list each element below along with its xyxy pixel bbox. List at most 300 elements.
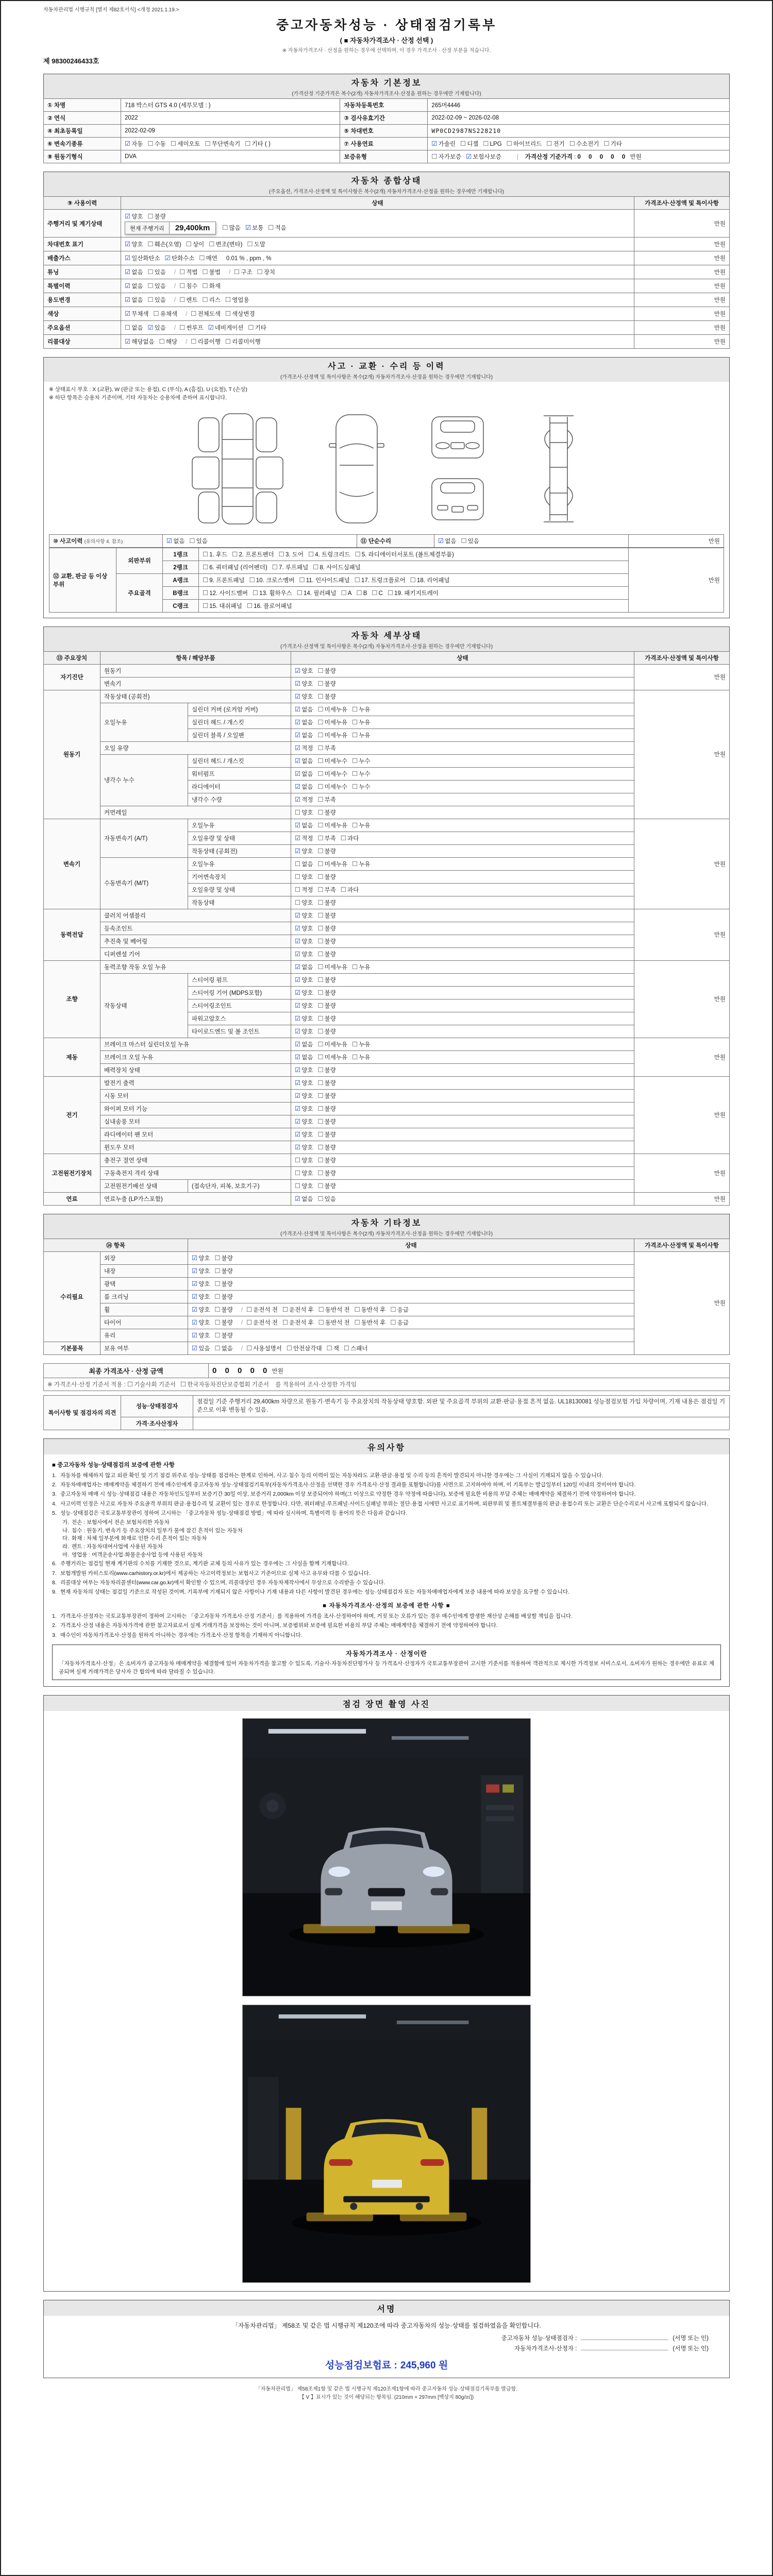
checkbox-checked[interactable] [125, 141, 143, 147]
checkbox-checked[interactable] [295, 977, 313, 984]
checkbox-label: 전체도색 [197, 311, 221, 317]
checkbox-checked[interactable] [208, 325, 244, 331]
checkbox-unchecked[interactable] [179, 297, 197, 303]
checkbox-checked[interactable] [295, 1145, 313, 1151]
checkbox-unchecked[interactable] [352, 720, 370, 726]
checkbox-unchecked[interactable] [295, 861, 313, 868]
checkbox-unchecked[interactable] [410, 578, 450, 584]
checkbox-icon: ☐ [410, 576, 416, 584]
checkbox-unchecked[interactable] [203, 283, 221, 290]
checkbox-label: 부족 [324, 887, 336, 893]
checkbox-checked[interactable] [125, 283, 143, 290]
checkbox-checked[interactable] [295, 1016, 313, 1022]
checkbox-checked[interactable] [295, 1080, 313, 1087]
checkbox-label: 불량 [221, 1307, 233, 1313]
checkbox-icon: ☑ [295, 1143, 301, 1151]
checkbox-unchecked[interactable] [318, 1320, 350, 1326]
checkbox-icon: ☐ [317, 950, 324, 958]
checkbox-unchecked[interactable] [317, 1145, 335, 1151]
checkbox-icon: ☐ [317, 1079, 324, 1087]
signature-statement: 「자동차관리법」 제58조 및 같은 법 시행규칙 제120조에 따라 중고자동차의 성능·상태를 점검하였음을 확인합니다. [232, 2322, 541, 2330]
checkbox-unchecked[interactable] [295, 874, 313, 880]
checkbox-unchecked[interactable] [317, 836, 335, 842]
checkbox-checked[interactable] [295, 1132, 313, 1138]
checkbox-label: 부족 [324, 796, 336, 803]
checkbox-checked[interactable] [125, 297, 143, 303]
checkbox-label: 양호 [301, 809, 313, 816]
checkbox-unchecked[interactable] [247, 242, 265, 248]
checkbox-icon: ☐ [340, 886, 347, 893]
detail-row [44, 947, 730, 960]
checkbox-icon: ☑ [295, 1027, 301, 1035]
checkbox-checked[interactable] [295, 1055, 313, 1061]
checkbox-unchecked[interactable] [295, 887, 313, 893]
checkbox-icon: ☐ [252, 589, 259, 597]
checkbox-checked[interactable] [466, 154, 501, 160]
item-label: 발전기 출력 [100, 1076, 291, 1089]
checkbox-unchecked[interactable] [317, 797, 335, 803]
checkbox-unchecked[interactable] [317, 1183, 335, 1190]
checkbox-checked[interactable] [295, 1196, 313, 1202]
checkbox-unchecked[interactable] [317, 694, 335, 700]
detail-condition-table [43, 651, 730, 1206]
checkbox-unchecked[interactable] [431, 154, 461, 160]
item-label: 실내송풍 모터 [100, 1115, 291, 1128]
checkbox-unchecked[interactable] [317, 939, 335, 945]
checkbox-unchecked[interactable] [171, 141, 200, 147]
checkbox-checked[interactable] [295, 1003, 313, 1009]
checkbox-icon: ☑ [125, 310, 131, 317]
checkbox-icon: ☐ [317, 770, 324, 777]
checkbox-unchecked[interactable] [317, 771, 347, 777]
checkbox-unchecked[interactable] [245, 141, 271, 147]
checkbox-unchecked[interactable] [317, 758, 347, 765]
checkbox-checked[interactable] [295, 939, 313, 945]
checkbox-unchecked[interactable] [391, 1307, 409, 1313]
checkbox-unchecked[interactable] [317, 1196, 335, 1202]
checkbox-unchecked[interactable] [272, 565, 308, 571]
checkbox-label: 10. 크로스멤버 [256, 577, 295, 584]
checkbox-checked[interactable] [192, 1256, 210, 1262]
checkbox-unchecked[interactable] [225, 311, 255, 317]
checkbox-label: 불량 [324, 848, 336, 855]
checkbox-checked[interactable] [295, 771, 313, 777]
checkbox-unchecked[interactable] [317, 681, 335, 687]
checkbox-icon: ☑ [295, 911, 301, 919]
checkbox-unchecked[interactable] [355, 1307, 386, 1313]
insurance-premium-value: 245,960 원 [400, 2360, 448, 2371]
checkbox-unchecked[interactable] [388, 590, 439, 597]
checkbox-unchecked[interactable] [341, 590, 352, 597]
checkbox-unchecked[interactable] [279, 552, 304, 558]
checkbox-unchecked[interactable] [341, 836, 359, 842]
subitem-label: 스티어링 펌프 [188, 973, 291, 986]
checkbox-unchecked[interactable] [253, 590, 292, 597]
checkbox-checked[interactable] [125, 242, 143, 248]
checkbox-unchecked[interactable] [299, 578, 350, 584]
checkbox-unchecked[interactable] [203, 565, 267, 571]
checkbox-unchecked[interactable] [125, 325, 143, 331]
checkbox-icon: ☑ [295, 1195, 301, 1202]
overall-row [44, 307, 730, 321]
checkbox-checked[interactable] [245, 225, 263, 231]
checkbox-unchecked[interactable] [179, 325, 204, 331]
checkbox-icon: ☐ [189, 537, 195, 545]
checkbox-icon: ☐ [317, 1040, 324, 1048]
checkbox-unchecked[interactable] [246, 1307, 278, 1313]
checkbox-unchecked[interactable] [214, 1294, 232, 1300]
checkbox-icon: ☐ [203, 550, 209, 558]
notice-text: 보험개발원 카히스토리(www.carhistory.or.kr)에서 제공하는 사고이력정보는 보험사고 기준이므로 실제 사고 유무와 다를 수 있습니다. [60, 1570, 371, 1577]
checkbox-checked[interactable] [295, 720, 313, 726]
checkbox-unchecked[interactable] [189, 538, 207, 545]
checkbox-unchecked[interactable] [295, 1171, 313, 1177]
checkbox-checked[interactable] [295, 964, 313, 971]
checkbox-unchecked[interactable] [355, 578, 406, 584]
checkbox-checked[interactable] [165, 256, 195, 262]
checkbox-unchecked[interactable] [186, 242, 204, 248]
checkbox-checked[interactable] [125, 256, 160, 262]
checkbox-unchecked[interactable] [203, 578, 245, 584]
checkbox-unchecked[interactable] [460, 141, 478, 147]
checkbox-unchecked[interactable] [154, 311, 178, 317]
col-item: ⑭ 항목 [44, 1239, 188, 1251]
checkbox-unchecked[interactable] [214, 1333, 232, 1339]
checkbox-label: 양호 [301, 1093, 313, 1099]
group-separator: / [186, 339, 188, 345]
checkbox-unchecked[interactable] [317, 745, 335, 752]
subitem-label: 오일누유 [188, 819, 291, 832]
checkbox-unchecked[interactable] [352, 1055, 370, 1061]
checkbox-checked[interactable] [295, 797, 313, 803]
checkbox-unchecked[interactable] [295, 1183, 313, 1190]
checkbox-unchecked[interactable] [317, 810, 335, 816]
checkbox-unchecked[interactable] [352, 784, 370, 790]
checkbox-unchecked[interactable] [318, 1307, 350, 1313]
checkbox-checked[interactable] [295, 745, 313, 752]
checkbox-unchecked[interactable] [246, 1320, 278, 1326]
checkbox-unchecked[interactable] [317, 964, 347, 971]
checkbox-checked[interactable] [147, 325, 165, 331]
checkbox-unchecked[interactable] [352, 861, 370, 868]
checkbox-unchecked[interactable] [317, 861, 347, 868]
checkbox-icon: ☐ [317, 924, 324, 932]
item-label: 자동변속기 (A/T) [100, 819, 188, 857]
checkbox-unchecked[interactable] [317, 823, 347, 829]
checkbox-unchecked[interactable] [191, 339, 221, 345]
row-state [291, 935, 634, 947]
checkbox-unchecked[interactable] [147, 141, 165, 147]
notice-item [52, 1481, 721, 1489]
subitem-label: 파워고압호스 [188, 1012, 291, 1025]
checkbox-unchecked[interactable] [507, 141, 542, 147]
checkbox-unchecked[interactable] [199, 256, 217, 262]
checkbox-checked[interactable] [125, 339, 155, 345]
checkbox-unchecked[interactable] [317, 1029, 335, 1035]
checkbox-unchecked[interactable] [604, 141, 622, 147]
checkbox-unchecked[interactable] [282, 1307, 314, 1313]
checkbox-unchecked[interactable] [483, 141, 501, 147]
checkbox-icon: ☐ [308, 550, 314, 558]
checkbox-icon: ☐ [317, 1156, 324, 1164]
checkbox-unchecked[interactable] [317, 720, 347, 726]
row-state [121, 335, 634, 349]
checkbox-label: 불량 [324, 1080, 336, 1087]
checkbox-unchecked[interactable] [268, 225, 286, 231]
checkbox-unchecked[interactable] [180, 1382, 269, 1388]
checkbox-unchecked[interactable] [225, 297, 249, 303]
detail-row [44, 1038, 730, 1050]
checkbox-unchecked[interactable] [317, 1119, 335, 1125]
checkbox-unchecked[interactable] [317, 1055, 347, 1061]
checkbox-unchecked[interactable] [214, 1281, 232, 1287]
checkbox-unchecked[interactable] [352, 707, 370, 713]
checkbox-unchecked[interactable] [214, 1307, 232, 1313]
checkbox-unchecked[interactable] [147, 297, 165, 303]
checkbox-unchecked[interactable] [249, 578, 295, 584]
notice-body [43, 1454, 730, 1687]
checkbox-checked[interactable] [295, 1119, 313, 1125]
checkbox-unchecked[interactable] [246, 1346, 282, 1352]
checkbox-icon: ☐ [546, 140, 552, 147]
checkbox-checked[interactable] [166, 538, 184, 545]
row-state [291, 1038, 634, 1050]
item-label: 냉각수 누수 [100, 754, 188, 806]
detail-row [44, 935, 730, 947]
row-state [188, 1303, 634, 1316]
checkbox-unchecked[interactable] [372, 590, 383, 597]
checkbox-unchecked[interactable] [317, 1003, 335, 1009]
checkbox-unchecked[interactable] [222, 225, 240, 231]
checkbox-unchecked[interactable] [147, 269, 165, 276]
checkbox-unchecked[interactable] [225, 339, 261, 345]
checkbox-unchecked[interactable] [214, 1320, 232, 1326]
checkbox-checked[interactable] [438, 538, 456, 545]
checkbox-label: 19. 패키지트레이 [394, 590, 439, 597]
checkbox-checked[interactable] [125, 214, 143, 220]
notice-subnumber: 마. [62, 1551, 70, 1558]
checkbox-label: 한국자동차진단보증협회 기준서 [187, 1381, 269, 1388]
checkbox-unchecked[interactable] [214, 1268, 232, 1275]
checkbox-checked[interactable] [295, 1106, 313, 1112]
checkbox-unchecked[interactable] [147, 242, 181, 248]
item-label: 외장 [100, 1251, 188, 1264]
checkbox-unchecked[interactable] [391, 1320, 409, 1326]
checkbox-unchecked[interactable] [317, 1158, 335, 1164]
checkbox-unchecked[interactable] [352, 771, 370, 777]
checkbox-label: 운전석 전 [253, 1307, 278, 1313]
checkbox-checked[interactable] [295, 823, 313, 829]
checkbox-checked[interactable] [192, 1281, 210, 1287]
checkbox-checked[interactable] [295, 733, 313, 739]
checkbox-unchecked[interactable] [569, 141, 599, 147]
checkbox-label: 양호 [301, 1028, 313, 1035]
checkbox-icon: ☐ [202, 296, 208, 303]
checkbox-unchecked[interactable] [295, 900, 313, 906]
checkbox-checked[interactable] [295, 952, 313, 958]
checkbox-unchecked[interactable] [147, 214, 165, 220]
price-cell: 만원 [634, 307, 730, 321]
detail-row [44, 1179, 730, 1192]
checkbox-unchecked[interactable] [317, 952, 335, 958]
checkbox-checked[interactable] [192, 1333, 210, 1339]
checkbox-checked[interactable] [295, 1029, 313, 1035]
checkbox-label: 불량 [324, 1157, 336, 1164]
checkbox-icon: ☐ [286, 1344, 293, 1352]
price-appraisal-select[interactable]: ( ■ 자동차가격조사 · 산정 선택 ) [340, 37, 433, 44]
checkbox-checked[interactable] [295, 1093, 313, 1099]
price-appraisal-definition-box [52, 1645, 721, 1681]
checkbox-unchecked[interactable] [287, 1346, 322, 1352]
checkbox-unchecked[interactable] [352, 964, 370, 971]
checkbox-unchecked[interactable] [317, 1106, 335, 1112]
checkbox-label: 불량 [324, 1144, 336, 1151]
checkbox-unchecked[interactable] [317, 1093, 335, 1099]
checkbox-unchecked[interactable] [357, 590, 367, 597]
checkbox-unchecked[interactable] [317, 1067, 335, 1074]
checkbox-label: 미세누유 [324, 719, 348, 726]
checkbox-unchecked[interactable] [234, 269, 252, 276]
checkbox-checked[interactable] [295, 926, 313, 932]
notice-subtext: 영업용 : 여객운송사업·화물운송사업 등에 사용된 자동차 [72, 1551, 203, 1558]
checkbox-label: 없음 [301, 758, 313, 765]
checkbox-unchecked[interactable] [203, 297, 221, 303]
checkbox-unchecked[interactable] [247, 603, 292, 609]
checkbox-unchecked[interactable] [209, 242, 242, 248]
checkbox-checked[interactable] [295, 913, 313, 919]
checkbox-checked[interactable] [295, 990, 313, 996]
checkbox-unchecked[interactable] [205, 141, 241, 147]
checkbox-unchecked[interactable] [317, 990, 335, 996]
checkbox-label: 불량 [324, 912, 336, 919]
checkbox-checked[interactable] [192, 1320, 210, 1326]
checkbox-icon: ☐ [147, 213, 154, 220]
checkbox-unchecked[interactable] [327, 1346, 339, 1352]
detail-row [44, 1089, 730, 1102]
checkbox-checked[interactable] [295, 707, 313, 713]
checkbox-checked[interactable] [192, 1268, 210, 1275]
subitem-label: 냉각수 수량 [188, 793, 291, 806]
checkbox-unchecked[interactable] [461, 538, 479, 545]
checkbox-checked[interactable] [295, 784, 313, 790]
field-value-first-reg: 2022-02-09 [121, 125, 340, 138]
checkbox-checked[interactable] [295, 849, 313, 855]
checkbox-unchecked[interactable] [191, 311, 221, 317]
checkbox-unchecked[interactable] [317, 1080, 335, 1087]
checkbox-unchecked[interactable] [203, 552, 227, 558]
checkbox-unchecked[interactable] [341, 887, 359, 893]
checkbox-unchecked[interactable] [295, 1158, 313, 1164]
checkbox-unchecked[interactable] [317, 1132, 335, 1138]
checkbox-checked[interactable] [295, 1042, 313, 1048]
checkbox-checked[interactable] [431, 141, 456, 147]
checkbox-unchecked[interactable] [352, 1042, 370, 1048]
checkbox-unchecked[interactable] [127, 1382, 176, 1388]
checkbox-unchecked[interactable] [317, 1171, 335, 1177]
checkbox-unchecked[interactable] [355, 552, 454, 558]
checkbox-unchecked[interactable] [317, 926, 335, 932]
checkbox-unchecked[interactable] [546, 141, 564, 147]
checkbox-icon: ☐ [296, 589, 303, 597]
row-state [121, 238, 634, 251]
checkbox-checked[interactable] [295, 1067, 313, 1074]
checkbox-unchecked[interactable] [344, 1346, 368, 1352]
section-detail-header [43, 626, 730, 651]
checkbox-unchecked[interactable] [295, 810, 313, 816]
checkbox-unchecked[interactable] [317, 887, 335, 893]
checkbox-unchecked[interactable] [214, 1346, 232, 1352]
checkbox-unchecked[interactable] [257, 269, 275, 276]
checkbox-unchecked[interactable] [248, 325, 266, 331]
checkbox-icon: ☐ [246, 1318, 253, 1326]
checkbox-unchecked[interactable] [317, 913, 335, 919]
row-state [291, 780, 634, 793]
checkbox-checked[interactable] [295, 681, 313, 687]
checkbox-unchecked[interactable] [352, 823, 370, 829]
checkbox-icon: ☐ [257, 268, 263, 276]
checkbox-unchecked[interactable] [352, 758, 370, 765]
checkbox-unchecked[interactable] [232, 552, 274, 558]
checkbox-unchecked[interactable] [317, 784, 347, 790]
checkbox-unchecked[interactable] [159, 339, 177, 345]
checkbox-label: 없음 [445, 538, 457, 545]
checkbox-unchecked[interactable] [317, 668, 335, 674]
checkbox-unchecked[interactable] [317, 733, 347, 739]
checkbox-unchecked[interactable] [317, 977, 335, 984]
checkbox-unchecked[interactable] [203, 603, 242, 609]
checkbox-unchecked[interactable] [179, 283, 197, 290]
checkbox-unchecked[interactable] [203, 590, 248, 597]
checkbox-label: 없음 [301, 964, 313, 971]
checkbox-checked[interactable] [192, 1294, 210, 1300]
checkbox-unchecked[interactable] [317, 849, 335, 855]
checkbox-icon: ☐ [352, 860, 358, 868]
checkbox-unchecked[interactable] [214, 1256, 232, 1262]
checkbox-checked[interactable] [125, 311, 149, 317]
checkbox-unchecked[interactable] [317, 1016, 335, 1022]
detail-row [44, 1102, 730, 1115]
checkbox-unchecked[interactable] [147, 283, 165, 290]
device-group-label: 제동 [44, 1038, 100, 1076]
checkbox-checked[interactable] [295, 668, 313, 674]
checkbox-unchecked[interactable] [352, 733, 370, 739]
checkbox-unchecked[interactable] [317, 900, 335, 906]
checkbox-checked[interactable] [295, 836, 313, 842]
checkbox-unchecked[interactable] [179, 269, 197, 276]
checkbox-icon: ☑ [295, 731, 301, 739]
checkbox-checked[interactable] [192, 1346, 210, 1352]
checkbox-unchecked[interactable] [313, 565, 361, 571]
checkbox-label: 불량 [324, 1183, 336, 1190]
checkbox-checked[interactable] [295, 694, 313, 700]
checkbox-checked[interactable] [192, 1307, 210, 1313]
checkbox-unchecked[interactable] [317, 1042, 347, 1048]
checkbox-checked[interactable] [295, 758, 313, 765]
checkbox-unchecked[interactable] [317, 707, 347, 713]
checkbox-unchecked[interactable] [308, 552, 350, 558]
price-cell: 만원 [634, 690, 730, 819]
checkbox-unchecked[interactable] [297, 590, 337, 597]
notice-text: 사고이력 인정은 사고로 자동차 주요골격 부위의 판금·용접수리 및 교환이 있는 경우로 한정합니다. 다만, 쿼터패널·루프패널·사이드실패널 부위는 절단·용접 시에만 사고로 표기하며, 외판부위 및 볼트체결부품의 판금·용접수리 또는 교환은 단순수리로서 사고에 포함되지 않습니다. [60, 1500, 708, 1507]
checkbox-unchecked[interactable] [282, 1320, 314, 1326]
checkbox-unchecked[interactable] [355, 1320, 386, 1326]
checkbox-checked[interactable] [125, 269, 143, 276]
checkbox-unchecked[interactable] [317, 874, 335, 880]
checkbox-unchecked[interactable] [203, 269, 221, 276]
checkbox-label: 없음 [301, 732, 313, 739]
device-group-label: 동력전달 [44, 909, 100, 960]
checkbox-icon: ☐ [179, 324, 186, 331]
